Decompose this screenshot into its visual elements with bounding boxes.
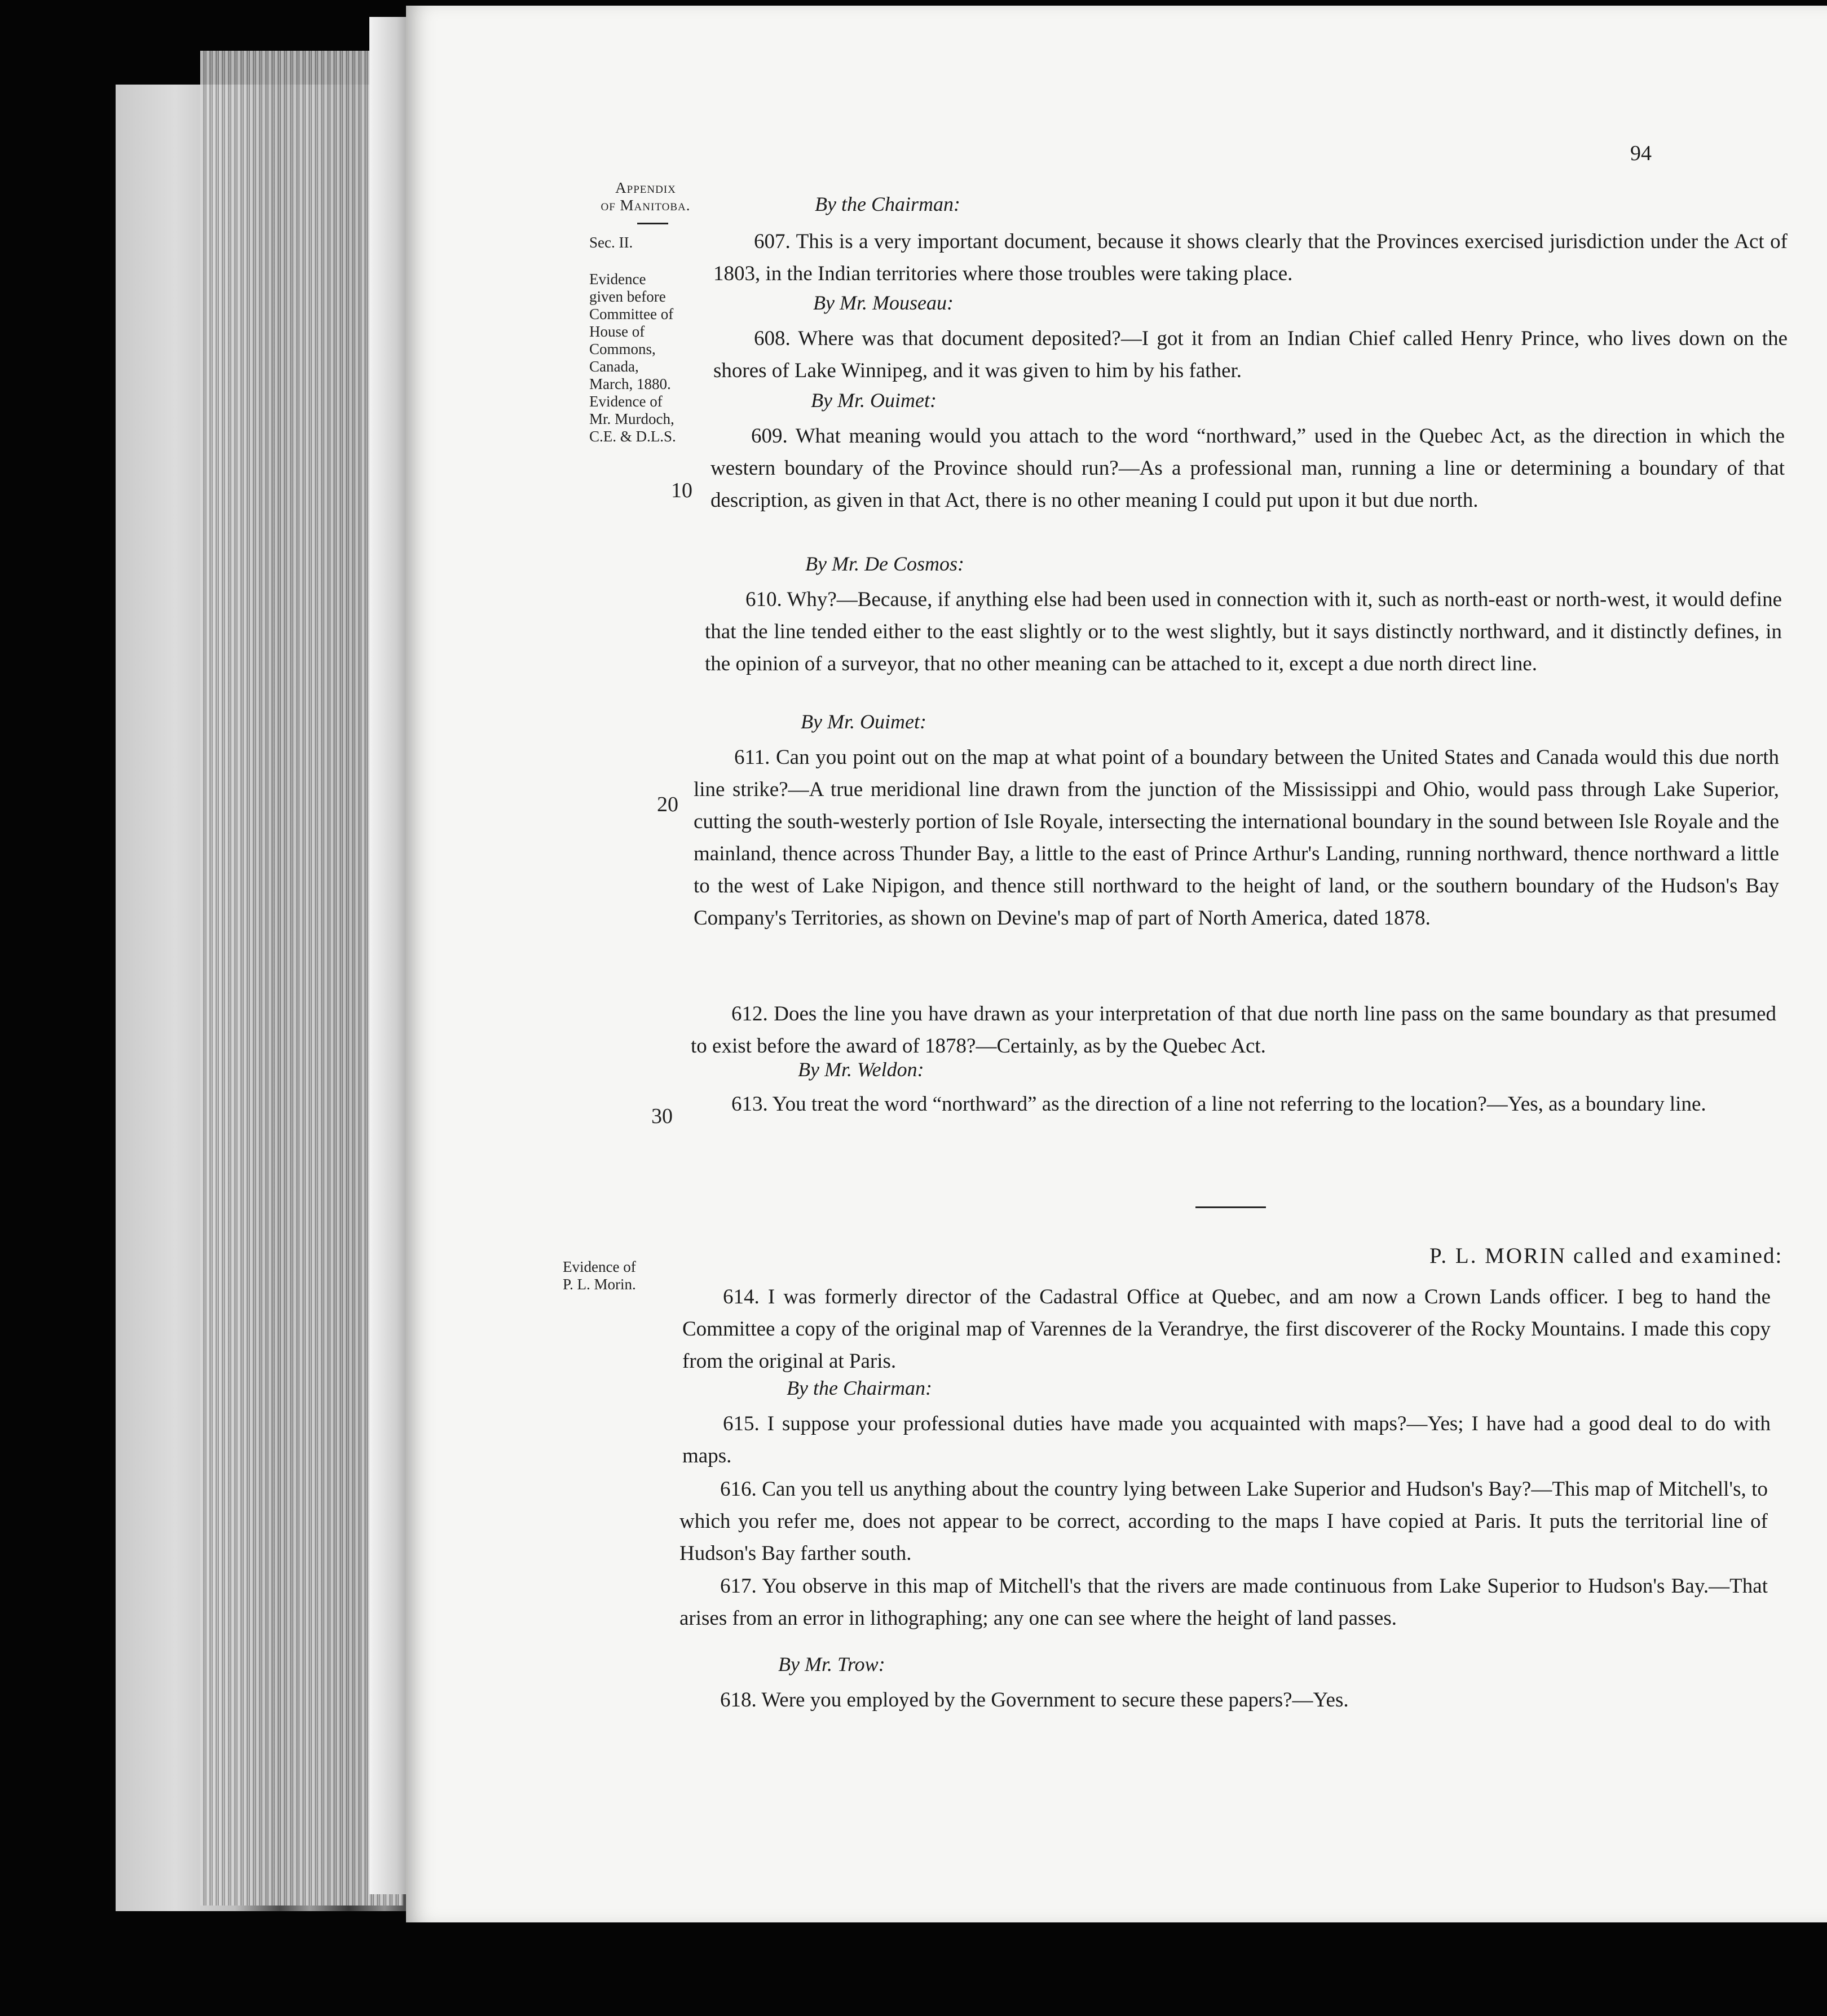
speaker-label: By Mr. De Cosmos: bbox=[805, 552, 964, 575]
speaker-label: By Mr. Trow: bbox=[778, 1653, 885, 1675]
question-607: 607. This is a very important document, because it shows clearly that the Provinces exercised jurisdiction under the Act of 1803, in the Indian territories where those troubles were taking place. bbox=[713, 230, 1788, 285]
question-616: 616. Can you tell us anything about the country lying between Lake Superior and Hudson's Bay?—This map of Mitchell's, to which you refer me, does not appear to be correct, according to the maps I have copied at Paris. It puts the territorial line of Hudson's Bay farther south. bbox=[679, 1478, 1768, 1565]
speaker-label: By Mr. Ouimet: bbox=[801, 710, 926, 733]
question-618: 618. Were you employed by the Government to secure these papers?—Yes. bbox=[720, 1688, 1349, 1712]
speaker-label: By Mr. Mouseau: bbox=[813, 291, 954, 314]
line-number: 10 bbox=[671, 479, 692, 502]
margin-note-murdoch-line: Committee of bbox=[589, 306, 674, 322]
question-614: 614. I was formerly director of the Cadastral Office at Quebec, and am now a Crown Lands officer. I beg to hand the Committee a copy of the original map of Varennes de la Verandrye, the first discoverer of the Rocky Mountains. I made this copy from the original at Paris. bbox=[682, 1285, 1771, 1373]
margin-section: Sec. II. bbox=[589, 234, 633, 251]
question-617: 617. You observe in this map of Mitchell's that the rivers are made continuous from Lake Superior to Hudson's Bay.—That arises from an error in lithographing; any one can see where the height of land passes. bbox=[679, 1575, 1768, 1630]
witness-name: P. L. MORIN bbox=[1429, 1244, 1567, 1268]
question-613: 613. You treat the word “northward” as the direction of a line not referring to the location?—Yes, as a boundary line. bbox=[731, 1093, 1706, 1116]
speaker-label: By Mr. Ouimet: bbox=[811, 389, 937, 412]
margin-note-murdoch-line: March, 1880. bbox=[589, 375, 671, 392]
witness-heading bbox=[1429, 1243, 1827, 1268]
margin-note-morin-line: P. L. Morin. bbox=[563, 1276, 636, 1293]
margin-note-murdoch-line: Mr. Murdoch, bbox=[589, 410, 674, 427]
margin-note-murdoch-line: Evidence of bbox=[589, 393, 663, 410]
witness-heading-rest: called and examined: bbox=[1573, 1244, 1783, 1268]
line-number: 30 bbox=[651, 1104, 673, 1128]
margin-note-murdoch-line: Commons, bbox=[589, 341, 656, 357]
margin-note-murdoch-line: Evidence bbox=[589, 271, 646, 288]
section-divider bbox=[1195, 1206, 1266, 1208]
question-611: 611. Can you point out on the map at what point of a boundary between the United States and Canada would this due north line strike?—A true meridional line drawn from the junction of the Mississippi and Ohio, would pass through Lake Superior, cutting the south-westerly portion of Isle Royale, intersecting the international boundary in the sound between Isle Royale and the mainland, thence across Thunder Bay, a little to the east of Prince Arthur's Landing, running northward, thence northward a little to the west of Lake Nipigon, and thence still northward to the height of land, or the southern boundary of the Hudson's Bay Company's Territories, as shown on Devine's map of part of North America, dated 1878. bbox=[694, 746, 1779, 930]
margin-note-murdoch bbox=[589, 271, 719, 445]
margin-note-morin-line: Evidence of bbox=[563, 1258, 636, 1275]
margin-note-murdoch-line: House of bbox=[589, 323, 645, 340]
margin-appendix-line1: Appendix bbox=[615, 179, 676, 196]
line-number: 20 bbox=[657, 793, 678, 816]
question-608: 608. Where was that document deposited?—I got it from an Indian Chief called Henry Prince, who lives down on the shores of Lake Winnipeg, and it was given to him by his father. bbox=[713, 327, 1788, 382]
margin-note-appendix bbox=[581, 179, 710, 214]
speaker-label: By Mr. Weldon: bbox=[798, 1058, 924, 1081]
margin-note-murdoch-line: Canada, bbox=[589, 358, 639, 375]
margin-note-murdoch-line: given before bbox=[589, 288, 666, 305]
margin-appendix-line2: of Manitoba. bbox=[601, 197, 691, 214]
question-609: 609. What meaning would you attach to the word “northward,” used in the Quebec Act, as the direction in which the western boundary of the Province should run?—As a professional man, running a line or determining a boundary of that description, as given in that Act, there is no other meaning I could put upon it but due north. bbox=[710, 425, 1785, 512]
margin-rule bbox=[637, 223, 668, 224]
book-page bbox=[406, 6, 1827, 1922]
margin-note-murdoch-line: C.E. & D.L.S. bbox=[589, 428, 676, 445]
speaker-label: By the Chairman: bbox=[815, 193, 960, 215]
question-615: 615. I suppose your professional duties have made you acquainted with maps?—Yes; I have had a good deal to do with maps. bbox=[682, 1412, 1771, 1467]
speaker-label: By the Chairman: bbox=[787, 1377, 932, 1399]
margin-note-morin bbox=[563, 1258, 692, 1293]
question-610: 610. Why?—Because, if anything else had been used in connection with it, such as north-east or north-west, it would define that the line tended either to the east slightly or to the west slightly, but it says distinctly northward, and it distinctly defines, in the opinion of a surveyor, that no other meaning can be attached to it, except a due north direct line. bbox=[705, 588, 1782, 675]
page-number: 94 bbox=[1630, 142, 1652, 165]
question-612: 612. Does the line you have drawn as your interpretation of that due north line pass on the same boundary as that presumed to exist before the award of 1878?—Certainly, as by the Quebec Act. bbox=[691, 1002, 1776, 1058]
